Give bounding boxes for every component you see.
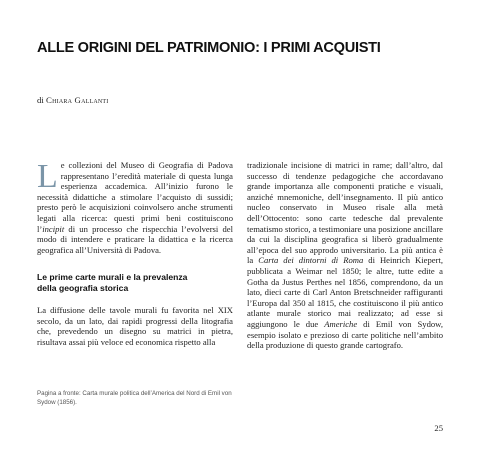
right-text-1: tradizionale incisione di matrici in rame; dall’altro, dal successo di tendenze pedagogiche che accordavano grande importanza alle componenti pratiche e visuali, anziché mnemoniche, dell’insegnamento. Il più antico nucleo conservato in Museo risale alla metà dell’Ottocento: sono carte tedesche dal prevalente tematismo storico, a testimoniare una posizione ancillare da cui la disciplina geografica si liberò gradualmente all’epoca del suo approdo universitario. La più antica è la xyxy=(247,160,443,266)
right-emphasis-1: Carta dei dintorni di Roma xyxy=(258,255,364,266)
section-heading-line1: Le prime carte murali e la prevalenza xyxy=(37,272,188,283)
author-byline xyxy=(37,95,108,105)
figure-caption: Pagina a fronte: Carta murale politica dell’America del Nord di Emil von Sydow (1856). xyxy=(37,390,232,407)
author-name: Chiara Gallanti xyxy=(46,95,109,105)
article-title: ALLE ORIGINI DEL PATRIMONIO: I PRIMI ACQUISTI xyxy=(37,40,381,56)
section-heading-line2: della geografia storica xyxy=(37,283,129,294)
intro-text: e collezioni del Museo di Geografia di Padova rappresentano l’eredità materiale di questa lunga esperienza accademica. All’inizio furono le necessità didattiche a stimolare l’acquisto di sussidi; presto però le acquisizioni coinvolsero anche strumenti legati alla ricerca: questi primi beni costituiscono l’ xyxy=(37,160,233,234)
intro-text-end: di un processo che rispecchia l’evolversi del modo di intendere e praticare la didattica e la ricerca geografica all’Università di Padova. xyxy=(37,223,233,255)
left-column xyxy=(37,160,233,347)
section-heading xyxy=(37,272,233,294)
author-prefix: di xyxy=(37,95,44,105)
page-number: 25 xyxy=(434,423,443,433)
right-emphasis-2: Americhe xyxy=(324,318,358,329)
section-paragraph: La diffusione delle tavole murali fu favorita nel XIX secolo, da un lato, dai rapidi progressi della litografia che, prevedendo un disegno su matrici in pietra, risultava assai più veloce ed economica rispetto alla xyxy=(37,304,233,347)
right-text-2: di Heinrich Kiepert, pubblicata a Weimar nel 1850; le altre, tutte edite a Gotha da Justus Perthes nel 1856, comprendono, da un lato, dieci carte di Carl Anton Bretschneider raffiguranti l’Europa dal 350 al 1815, che costituiscono il più antico atlante murale storico mai realizzato; ad esse si aggiungono le due xyxy=(247,255,443,329)
right-paragraph xyxy=(247,160,443,351)
intro-paragraph xyxy=(37,160,233,255)
right-text-3: di Emil von Sydow, esempio isolato e prezioso di carte politiche nell’ambito della produzione di questo grande cartografo. xyxy=(247,318,443,351)
right-column xyxy=(247,160,443,351)
drop-cap: L xyxy=(37,158,58,195)
intro-emphasis: incipit xyxy=(42,223,65,234)
